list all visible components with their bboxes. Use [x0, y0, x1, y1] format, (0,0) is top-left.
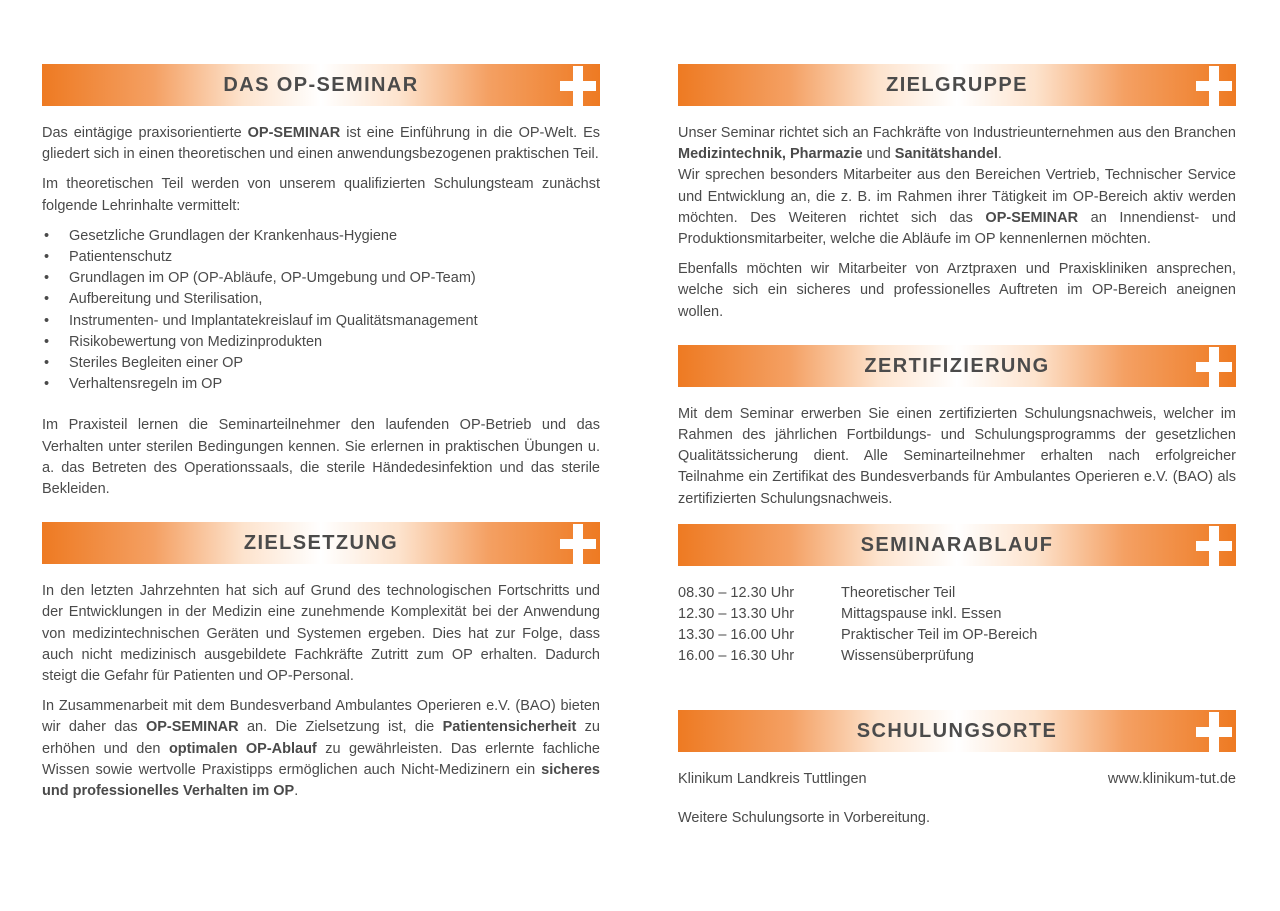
list-item: • Steriles Begleiten einer OP: [42, 353, 600, 374]
plus-icon: [560, 64, 596, 106]
schedule-row: [678, 604, 1236, 625]
zielsetzung-p1: In den letzten Jahrzehnten hat sich auf Grund des technologischen Fortschritts und der Entwicklungen in der Medizin eine zunehmende Komplexität bei der Anwendung von medizintechnischen Geräten und Systemen ergeben. Dies hat zur Folge, dass auch nicht medizinisch ausgebildete Fachkräfte Zutritt zum OP erhalten. Dadurch steigt die Gefahr für Patienten und OP-Personal.: [42, 583, 600, 685]
section-title: DAS OP-SEMINAR: [223, 74, 419, 96]
location-name: Klinikum Landkreis Tuttlingen: [678, 770, 867, 787]
zielgruppe-p1: Unser Seminar richtet sich an Fachkräfte von Industrieunternehmen aus den Branchen Medizintechnik, Pharmazie und Sanitätshandel. Wir sprechen besonders Mitarbeiter aus den Bereichen Vertrieb, Technischer Service und Entwicklung an, die z. B. im Rahmen ihrer Tätigkeit im OP-Bereich aktiv werden möchten. Des Weiteren richtet sich das OP-SEMINAR an Innendienst- und Produktionsmitarbeiter, welche die Abläufe im OP kennenlernen möchten.: [678, 125, 1236, 248]
schedule-desc: Praktischer Teil im OP-Bereich: [841, 627, 1038, 644]
section-title: ZIELSETZUNG: [243, 532, 399, 555]
schedule-time: 13.30 – 16.00 Uhr: [678, 627, 795, 644]
op-seminar-practice: Im Praxisteil lernen die Seminarteilnehmer den laufenden OP-Betrieb und das Verhalten unter sterilen Bedingungen kennen. Sie erlernen in praktischen Übungen u. a. das Betreten des Operationssaals, die sterile Händedesinfektion und das sterile Bekleiden.: [42, 417, 600, 498]
section-header-seminarablauf: [678, 524, 1236, 566]
list-item: • Instrumenten- und Implantatekreislauf im Qualitätsmanagement: [42, 311, 600, 332]
schedule-time: 12.30 – 13.30 Uhr: [678, 606, 795, 623]
list-item: • Grundlagen im OP (OP-Abläufe, OP-Umgebung und OP-Team): [42, 268, 600, 289]
list-item: • Aufbereitung und Sterilisation,: [42, 289, 600, 310]
zertifizierung-p1: Mit dem Seminar erwerben Sie einen zertifizierten Schulungsnachweis, welcher im Rahmen des jährlichen Fortbildungs- und Schulungsprogramms der gesetzlichen Qualitätssicherung dient. Alle Seminarteilnehmer erhalten nach erfolgreicher Teilnahme ein Zertifikat des Bundesverbands für Ambulantes Operieren e.V. (BAO) als zertifizierten Schulungsnachweis.: [678, 405, 1236, 507]
plus-icon: [1196, 710, 1232, 752]
section-header-zielsetzung: [42, 522, 600, 564]
list-item: • Gesetzliche Grundlagen der Krankenhaus-Hygiene: [42, 226, 600, 247]
plus-icon: [1196, 524, 1232, 566]
schedule-row: [678, 625, 1236, 646]
section-title: SEMINARABLAUF: [860, 533, 1054, 556]
section-header-schulungsorte: [678, 710, 1236, 752]
schedule-desc: Wissensüberprüfung: [841, 648, 974, 665]
op-seminar-theory-intro: Im theoretischen Teil werden von unserem qualifizierten Schulungsteam zunächst folgende Lehrinhalte vermittelt:: [42, 176, 600, 214]
plus-icon: [560, 522, 596, 564]
section-title: ZIELGRUPPE: [886, 74, 1028, 96]
schedule-row: [678, 646, 1236, 667]
plus-icon: [1196, 64, 1232, 106]
schedule-desc: Theoretischer Teil: [841, 584, 956, 601]
list-item: • Verhaltensregeln im OP: [42, 374, 600, 395]
section-header-op-seminar: [42, 64, 600, 106]
plus-icon: [1196, 345, 1232, 387]
locations-note: Weitere Schulungsorte in Vorbereitung.: [678, 809, 931, 826]
zielsetzung-p2: In Zusammenarbeit mit dem Bundesverband Ambulantes Operieren e.V. (BAO) bieten wir daher das OP-SEMINAR an. Die Zielsetzung ist, die Patientensicherheit zu erhöhen und den optimalen OP-Ablauf zu gewährleisten. Das erlernte fachliche Wissen sowie wertvolle Praxistipps ermöglichen auch Nicht-Medizinern ein sicheres und professionelles Verhalten im OP.: [42, 698, 600, 800]
list-item: • Patientenschutz: [42, 247, 600, 268]
op-seminar-intro: Das eintägige praxisorientierte OP-SEMINAR ist eine Einführung in die OP-Welt. Es gliedert sich in einen theoretischen und einen anwendungsbezogenen praktischen Teil.: [42, 125, 600, 163]
right-column: [678, 64, 1236, 829]
schedule-desc: Mittagspause inkl. Essen: [841, 606, 1002, 623]
section-title: SCHULUNGSORTE: [856, 719, 1058, 742]
schedule-time: 16.00 – 16.30 Uhr: [678, 648, 795, 665]
list-item: • Risikobewertung von Medizinprodukten: [42, 332, 600, 353]
section-header-zielgruppe: [678, 64, 1236, 106]
section-title: ZERTIFIZIERUNG: [864, 354, 1050, 377]
location-url-link[interactable]: www.klinikum-tut.de: [1107, 770, 1236, 787]
schedule-table: [678, 583, 1236, 668]
schedule-row: [678, 583, 1236, 604]
section-header-zertifizierung: [678, 345, 1236, 387]
location-row: [678, 769, 1236, 790]
schedule-time: 08.30 – 12.30 Uhr: [678, 584, 795, 601]
content-list: [42, 226, 600, 396]
zielgruppe-p2: Ebenfalls möchten wir Mitarbeiter von Arztpraxen und Praxiskliniken ansprechen, welche sich ein sicheres und professionelles Auftreten im OP-Bereich aneignen wollen.: [678, 261, 1236, 320]
left-column: [42, 64, 600, 811]
